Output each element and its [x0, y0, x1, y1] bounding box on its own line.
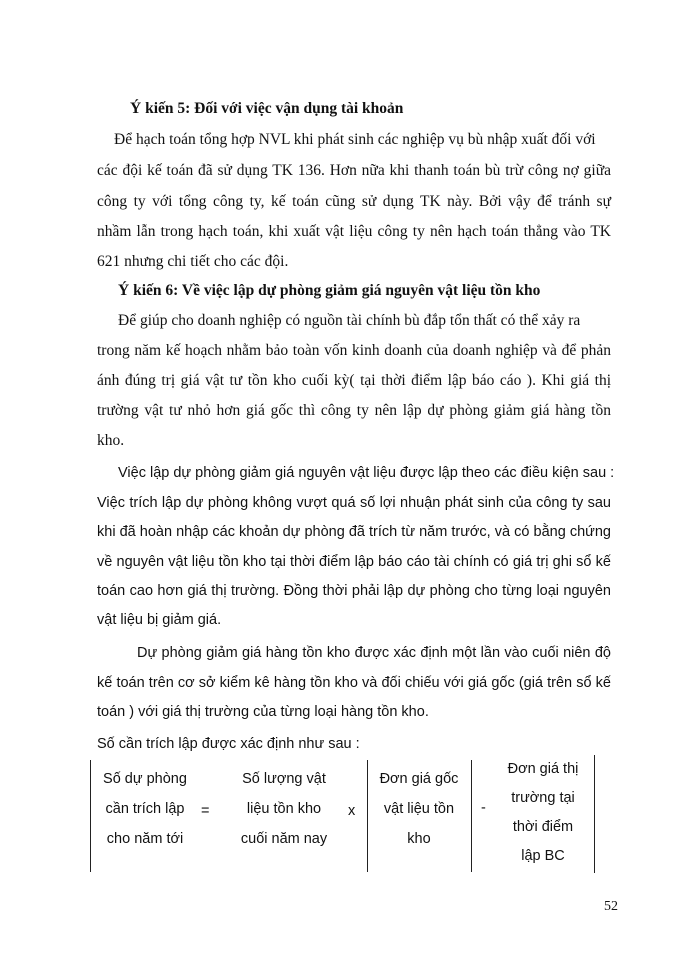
para5-line: Để hạch toán tổng hợp NVL khi phát sinh các nghiệp vụ bù nhập xuất đối với: [114, 131, 596, 148]
formula-times: x: [348, 803, 356, 819]
para6-line: trong năm kế hoạch nhằm bảo toàn vốn kinh doanh của doanh nghiệp và để phản: [97, 342, 611, 359]
para7-line: Việc trích lập dự phòng không vượt quá số lợi nhuận phát sinh của công ty sau: [97, 495, 611, 511]
para6-line: Để giúp cho doanh nghiệp có nguồn tài chính bù đắp tổn thất có thể xảy ra: [118, 312, 581, 329]
formula-term-market-price: Đơn giá thị trường tại thời điểm lập BC: [507, 761, 579, 864]
para7-line: khi đã hoàn nhập các khoản dự phòng đã trích từ năm trước, và có bằng chứng: [97, 524, 611, 540]
formula-term-original-price: Đơn giá gốc vật liệu tồn kho: [379, 771, 459, 847]
heading-y-kien-5: Ý kiến 5: Đối với việc vận dụng tài khoản: [130, 100, 404, 117]
para5-line: các đội kế toán đã sử dụng TK 136. Hơn nữa khi thanh toán bù trừ công nợ giữa: [97, 162, 611, 179]
para8-line: Dự phòng giảm giá hàng tồn kho được xác định một lần vào cuối niên độ: [137, 645, 611, 661]
formula-term-reserve: Số dự phòng cần trích lập cho năm tới: [103, 771, 187, 847]
formula-rule: [471, 760, 472, 872]
para5-line: 621 nhưng chi tiết cho các đội.: [97, 253, 289, 270]
para6-line: kho.: [97, 432, 125, 449]
formula-term-quantity: Số lượng vật liệu tồn kho cuối năm nay: [240, 771, 328, 847]
para7-line: toán cao hơn giá thị trường. Đồng thời phải lập dự phòng cho từng loại nguyên: [97, 583, 611, 599]
formula-equals: =: [201, 803, 210, 819]
formula-minus: -: [481, 800, 486, 816]
formula-left-rule: [90, 760, 91, 872]
para5-line: công ty với tổng công ty, kế toán cũng sử dụng TK này. Bởi vậy để tránh sự: [97, 193, 611, 210]
para5-line: nhầm lẫn trong hạch toán, khi xuất vật liệu công ty nên hạch toán thẳng vào TK: [97, 223, 611, 240]
formula-right-rule: [594, 755, 595, 873]
para6-line: trường vật tư nhỏ hơn giá gốc thì công ty nên lập dự phòng giảm giá hàng tồn: [97, 402, 611, 419]
heading-y-kien-6: Ý kiến 6: Về việc lập dự phòng giảm giá nguyên vật liệu tồn kho: [118, 282, 541, 299]
para6-line: ánh đúng trị giá vật tư tồn kho cuối kỳ( tại thời điểm lập báo cáo ). Khi giá thị: [97, 372, 611, 389]
formula-intro: Số cần trích lập được xác định như sau :: [97, 736, 360, 752]
para7-line: về nguyên vật liệu tồn kho tại thời điểm lập báo cáo tài chính có giá trị ghi sổ kế: [97, 554, 611, 570]
page-number: 52: [604, 899, 618, 914]
para8-line: toán ) với giá thị trường của từng loại hàng tồn kho.: [97, 704, 429, 720]
formula-rule: [367, 760, 368, 872]
para8-line: kế toán trên cơ sở kiểm kê hàng tồn kho và đối chiếu với giá gốc (giá trên sổ kế: [97, 675, 611, 691]
para7-line: vật liệu bị giảm giá.: [97, 612, 222, 628]
para7-line: Việc lập dự phòng giảm giá nguyên vật liệu được lập theo các điều kiện sau :: [118, 465, 615, 481]
